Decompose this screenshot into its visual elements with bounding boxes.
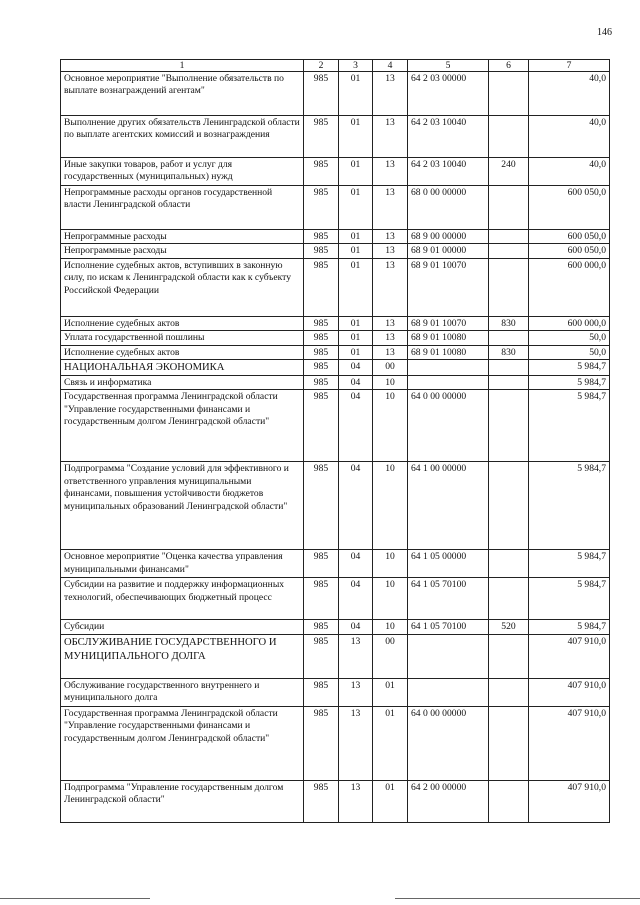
section-code: 01 [339,230,373,244]
expense-type-code [489,186,529,230]
subsection-code: 10 [373,390,408,462]
expense-type-code [489,578,529,620]
table-row [61,345,610,359]
ministry-code: 985 [304,620,339,634]
target-article-code: 68 9 01 10070 [408,258,489,316]
section-code: 04 [339,620,373,634]
ministry-code: 985 [304,316,339,330]
subsection-code: 13 [373,72,408,116]
footer-rule-left [0,898,150,899]
subsection-code: 00 [373,360,408,376]
column-number: 5 [408,60,489,72]
target-article-code [408,376,489,390]
subsection-code: 13 [373,244,408,258]
amount: 5 984,7 [529,376,610,390]
section-code: 01 [339,244,373,258]
column-number: 3 [339,60,373,72]
section-code: 04 [339,376,373,390]
expense-type-code: 520 [489,620,529,634]
table-row [61,620,610,634]
amount: 5 984,7 [529,462,610,550]
ministry-code: 985 [304,116,339,158]
ministry-code: 985 [304,72,339,116]
expense-name: Выполнение других обязательств Ленинградской области по выплате агентских комиссий и вознаграждения [61,116,304,158]
amount: 40,0 [529,116,610,158]
target-article-code [408,678,489,706]
amount: 5 984,7 [529,550,610,578]
table-row [61,634,610,678]
expense-type-code [489,634,529,678]
section-code: 01 [339,116,373,158]
target-article-code [408,634,489,678]
amount: 407 910,0 [529,678,610,706]
subsection-code: 10 [373,620,408,634]
table-row [61,706,610,780]
ministry-code: 985 [304,678,339,706]
expense-type-code [489,331,529,345]
ministry-code: 985 [304,780,339,822]
ministry-code: 985 [304,244,339,258]
amount: 5 984,7 [529,620,610,634]
expense-type-code: 240 [489,158,529,186]
subsection-code: 10 [373,550,408,578]
expense-name: Подпрограмма "Управление государственным долгом Ленинградской области" [61,780,304,822]
expense-type-code [489,780,529,822]
ministry-code: 985 [304,390,339,462]
table-row [61,578,610,620]
target-article-code: 64 0 00 00000 [408,706,489,780]
target-article-code: 64 1 05 00000 [408,550,489,578]
subsection-code: 13 [373,116,408,158]
table-row [61,230,610,244]
expense-type-code [489,258,529,316]
section-code: 01 [339,331,373,345]
column-number: 6 [489,60,529,72]
table-row [61,244,610,258]
section-code: 01 [339,258,373,316]
section-code: 01 [339,72,373,116]
target-article-code: 64 1 00 00000 [408,462,489,550]
column-number: 7 [529,60,610,72]
expense-name: ОБСЛУЖИВАНИЕ ГОСУДАРСТВЕННОГО И МУНИЦИПАЛЬНОГО ДОЛГА [61,634,304,678]
expense-name: Государственная программа Ленинградской области "Управление государственными финансами и государственным долгом Ленинградской области" [61,706,304,780]
ministry-code: 985 [304,634,339,678]
section-code: 13 [339,634,373,678]
expense-type-code [489,244,529,258]
expense-type-code [489,390,529,462]
expense-name: Субсидии [61,620,304,634]
expense-type-code [489,230,529,244]
target-article-code [408,360,489,376]
expense-name: НАЦИОНАЛЬНАЯ ЭКОНОМИКА [61,360,304,376]
expense-type-code [489,376,529,390]
target-article-code: 68 9 01 10080 [408,331,489,345]
expense-type-code [489,72,529,116]
ministry-code: 985 [304,186,339,230]
expense-name: Связь и информатика [61,376,304,390]
expense-type-code: 830 [489,316,529,330]
subsection-code: 13 [373,158,408,186]
target-article-code: 64 1 05 70100 [408,578,489,620]
section-code: 04 [339,360,373,376]
footer-rule-right [395,898,640,899]
expense-name: Уплата государственной пошлины [61,331,304,345]
ministry-code: 985 [304,578,339,620]
subsection-code: 13 [373,345,408,359]
expense-name: Непрограммные расходы [61,244,304,258]
expense-type-code [489,116,529,158]
subsection-code: 10 [373,376,408,390]
table-row [61,316,610,330]
amount: 600 050,0 [529,230,610,244]
expense-type-code [489,462,529,550]
ministry-code: 985 [304,462,339,550]
table-row [61,376,610,390]
section-code: 13 [339,678,373,706]
ministry-code: 985 [304,230,339,244]
amount: 5 984,7 [529,360,610,376]
subsection-code: 13 [373,316,408,330]
table-row [61,116,610,158]
table-row [61,258,610,316]
expense-type-code [489,678,529,706]
ministry-code: 985 [304,345,339,359]
target-article-code: 64 2 03 10040 [408,158,489,186]
table-row [61,158,610,186]
amount: 600 000,0 [529,316,610,330]
section-code: 01 [339,345,373,359]
section-code: 04 [339,578,373,620]
section-code: 13 [339,706,373,780]
subsection-code: 01 [373,678,408,706]
expense-type-code: 830 [489,345,529,359]
table-row [61,462,610,550]
subsection-code: 13 [373,230,408,244]
table-row [61,390,610,462]
section-code: 13 [339,780,373,822]
amount: 5 984,7 [529,390,610,462]
amount: 50,0 [529,331,610,345]
target-article-code: 64 2 03 10040 [408,116,489,158]
amount: 600 050,0 [529,244,610,258]
expense-name: Подпрограмма "Создание условий для эффективного и ответственного управления муниципальными финансами, повышения устойчивости бюджетов муниципальных образований Ленинградской области" [61,462,304,550]
page-number: 146 [597,27,612,38]
amount: 407 910,0 [529,780,610,822]
amount: 5 984,7 [529,578,610,620]
amount: 407 910,0 [529,706,610,780]
subsection-code: 01 [373,706,408,780]
subsection-code: 13 [373,331,408,345]
amount: 407 910,0 [529,634,610,678]
ministry-code: 985 [304,331,339,345]
target-article-code: 64 0 00 00000 [408,390,489,462]
target-article-code: 64 2 03 00000 [408,72,489,116]
target-article-code: 68 0 00 00000 [408,186,489,230]
expense-name: Исполнение судебных актов [61,345,304,359]
ministry-code: 985 [304,258,339,316]
section-code: 01 [339,158,373,186]
section-code: 04 [339,462,373,550]
expense-type-code [489,706,529,780]
subsection-code: 00 [373,634,408,678]
column-number: 2 [304,60,339,72]
column-number: 1 [61,60,304,72]
target-article-code: 68 9 01 00000 [408,244,489,258]
expense-name: Иные закупки товаров, работ и услуг для государственных (муниципальных) нужд [61,158,304,186]
expense-name: Непрограммные расходы органов государственной власти Ленинградской области [61,186,304,230]
target-article-code: 68 9 01 10070 [408,316,489,330]
table-row [61,550,610,578]
expense-name: Основное мероприятие "Оценка качества управления муниципальными финансами" [61,550,304,578]
section-code: 01 [339,186,373,230]
table-row [61,678,610,706]
ministry-code: 985 [304,360,339,376]
target-article-code: 64 1 05 70100 [408,620,489,634]
expense-name: Обслуживание государственного внутреннего и муниципального долга [61,678,304,706]
expense-type-code [489,550,529,578]
table-row [61,186,610,230]
table-row [61,331,610,345]
subsection-code: 10 [373,578,408,620]
subsection-code: 13 [373,258,408,316]
column-number-row [61,60,610,72]
section-code: 01 [339,316,373,330]
amount: 40,0 [529,158,610,186]
expense-type-code [489,360,529,376]
table-row [61,780,610,822]
expense-name: Исполнение судебных актов, вступивших в законную силу, по искам к Ленинградской области как к субъекту Российской Федерации [61,258,304,316]
column-number: 4 [373,60,408,72]
ministry-code: 985 [304,376,339,390]
expense-name: Субсидии на развитие и поддержку информационных технологий, обеспечивающих бюджетный процесс [61,578,304,620]
ministry-code: 985 [304,706,339,780]
section-code: 04 [339,390,373,462]
section-code: 04 [339,550,373,578]
table-row [61,72,610,116]
amount: 50,0 [529,345,610,359]
target-article-code: 68 9 00 00000 [408,230,489,244]
expense-name: Государственная программа Ленинградской области "Управление государственными финансами и государственным долгом Ленинградской области" [61,390,304,462]
amount: 600 000,0 [529,258,610,316]
budget-table [60,59,610,823]
target-article-code: 64 2 00 00000 [408,780,489,822]
expense-name: Исполнение судебных актов [61,316,304,330]
subsection-code: 10 [373,462,408,550]
subsection-code: 01 [373,780,408,822]
subsection-code: 13 [373,186,408,230]
expense-name: Основное мероприятие "Выполнение обязательств по выплате вознаграждений агентам" [61,72,304,116]
target-article-code: 68 9 01 10080 [408,345,489,359]
table-row [61,360,610,376]
ministry-code: 985 [304,158,339,186]
ministry-code: 985 [304,550,339,578]
amount: 40,0 [529,72,610,116]
amount: 600 050,0 [529,186,610,230]
expense-name: Непрограммные расходы [61,230,304,244]
